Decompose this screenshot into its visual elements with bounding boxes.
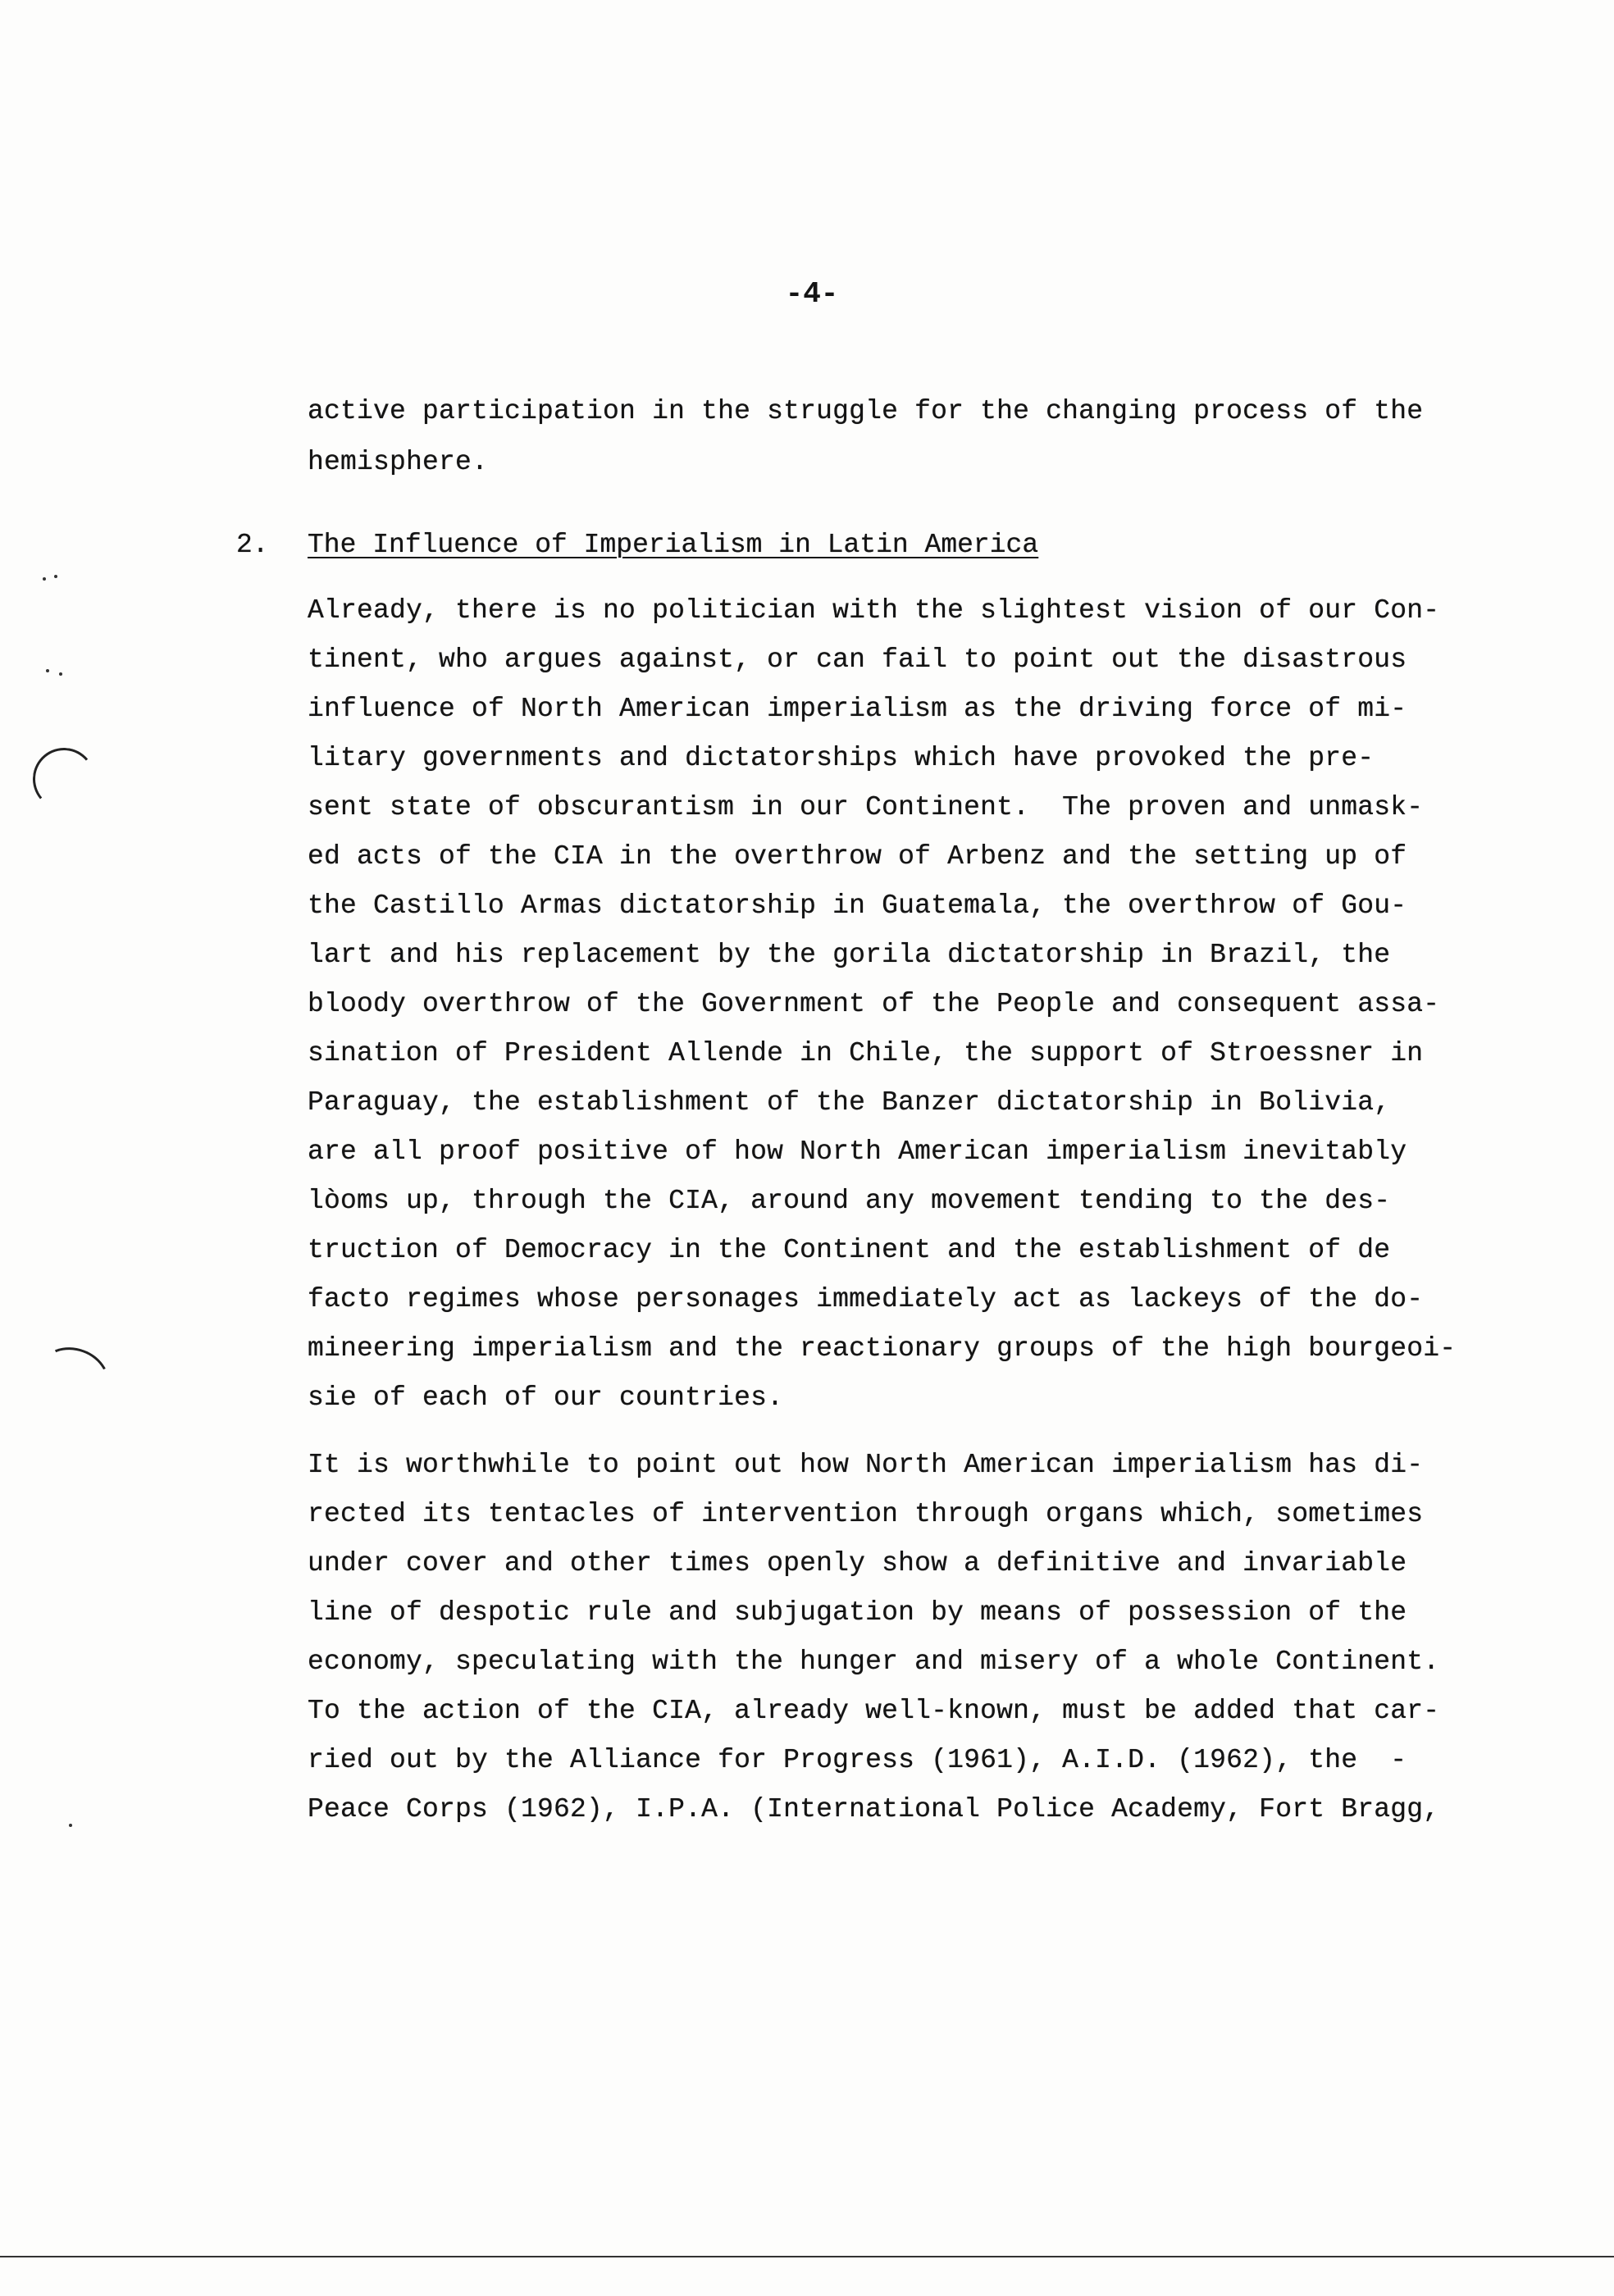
paragraph-1-line: mineering imperialism and the reactionary groups of the high bourgeoi- [308,1333,1457,1364]
intro-line: active participation in the struggle for the changing process of the [308,396,1424,426]
punch-hole-mark [28,1337,119,1421]
paragraph-1-line: litary governments and dictatorships which have provoked the pre- [308,743,1375,773]
paragraph-2-line: economy, speculating with the hunger and misery of a whole Continent. [308,1647,1440,1677]
paragraph-2-line: It is worthwhile to point out how North American imperialism has di- [308,1450,1424,1480]
bottom-edge-line [0,2256,1614,2257]
scan-speck [43,577,46,581]
paragraph-2-line: under cover and other times openly show a definitive and invariable [308,1548,1407,1578]
paragraph-1-line: Paraguay, the establishment of the Banzer dictatorship in Bolivia, [308,1087,1391,1118]
paragraph-1-line: bloody overthrow of the Government of the People and consequent assa- [308,989,1440,1019]
paragraph-1-line: sent state of obscurantism in our Continent. The proven and unmask- [308,792,1424,822]
paragraph-1-line: truction of Democracy in the Continent and the establishment of de [308,1235,1391,1265]
paragraph-1-line: sination of President Allende in Chile, the support of Stroessner in [308,1038,1424,1068]
paragraph-1-line: sie of each of our countries. [308,1383,784,1413]
paragraph-2-line: ried out by the Alliance for Progress (1961), A.I.D. (1962), the - [308,1745,1407,1775]
scan-speck [69,1824,72,1827]
paragraph-1-line: the Castillo Armas dictatorship in Guatemala, the overthrow of Gou- [308,891,1407,921]
page-number: -4- [785,277,839,311]
paragraph-2-line: Peace Corps (1962), I.P.A. (International Police Academy, Fort Bragg, [308,1794,1440,1824]
paragraph-2-line: line of despotic rule and subjugation by means of possession of the [308,1597,1407,1628]
paragraph-1-line: ed acts of the CIA in the overthrow of Arbenz and the setting up of [308,841,1407,872]
punch-hole-mark [30,745,98,813]
paragraph-1-line: are all proof positive of how North American imperialism inevitably [308,1137,1407,1167]
scan-speck [54,575,57,578]
paragraph-1-line: tinent, who argues against, or can fail to point out the disastrous [308,645,1407,675]
paragraph-1-line: lart and his replacement by the gorila dictatorship in Brazil, the [308,940,1391,970]
paragraph-2-line: To the action of the CIA, already well-known, must be added that car- [308,1696,1440,1726]
scan-speck [46,669,49,672]
scan-speck [59,672,62,676]
section-heading: The Influence of Imperialism in Latin America [308,530,1039,560]
paragraph-1-line: lòoms up, through the CIA, around any movement tending to the des- [308,1186,1391,1216]
paragraph-2-line: rected its tentacles of intervention through organs which, sometimes [308,1499,1424,1529]
paragraph-1-line: facto regimes whose personages immediately act as lackeys of the do- [308,1284,1424,1314]
intro-line: hemisphere. [308,447,489,477]
paragraph-1-line: Already, there is no politician with the slightest vision of our Con- [308,595,1440,626]
paragraph-1-line: influence of North American imperialism as the driving force of mi- [308,694,1407,724]
section-number: 2. [236,530,269,560]
